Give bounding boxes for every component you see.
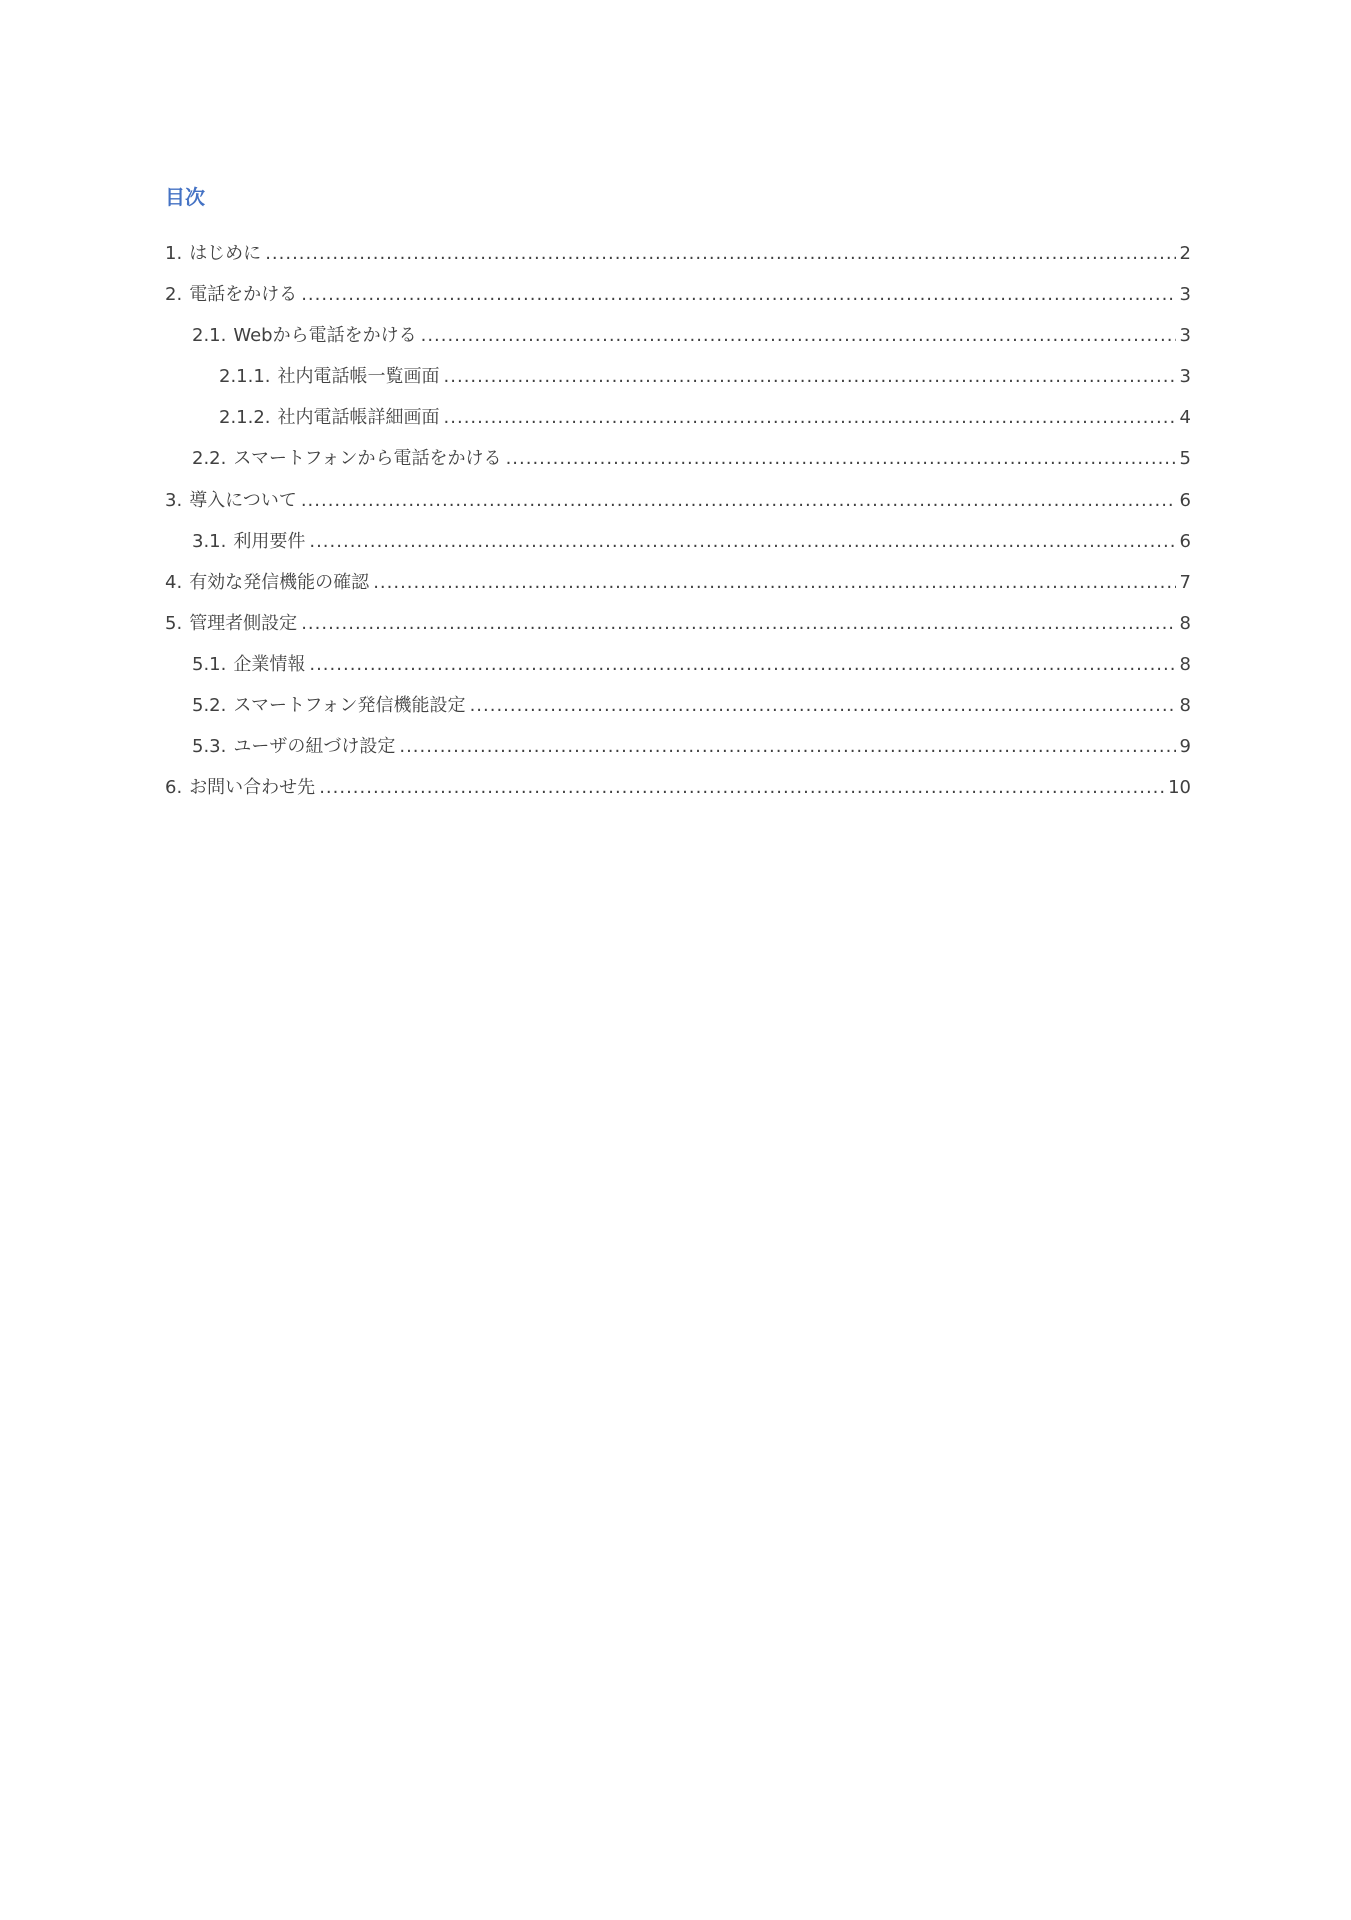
toc-dot-leader [399,733,1175,761]
toc-entry-title: スマートフォン発信機能設定 [233,695,466,717]
toc-page-number: 7 [1179,571,1191,593]
toc-dot-leader [373,569,1175,597]
toc-entry[interactable] [165,733,1191,774]
toc-entry-title: お問い合わせ先 [189,777,316,799]
toc-page-number: 8 [1179,612,1191,634]
toc-entry-label [165,281,297,309]
toc-entry-title: ユーザの紐づけ設定 [233,736,396,758]
toc-dot-leader [319,774,1164,802]
toc-entry-number: 2. [165,284,183,306]
toc-entry-number: 5.1. [192,653,227,675]
toc-entry-label [192,692,466,720]
toc-page-number: 3 [1179,284,1191,306]
toc-dot-leader [506,445,1176,473]
toc-page-number: 8 [1179,695,1191,717]
toc-entry-number: 2.2. [192,448,227,470]
toc-entry-title: はじめに [189,243,262,264]
toc-entry-title: 管理者側設定 [189,612,298,634]
toc-entry-label [165,569,369,597]
toc-entry-title: 企業情報 [233,653,306,675]
toc-entry-number: 6. [165,777,183,799]
toc-entry-label [192,528,305,556]
toc-entry-label [165,487,297,515]
toc-entry-number: 2.1.2. [219,407,271,429]
toc-entry-label [192,651,305,679]
toc-entry-title: 社内電話帳一覧画面 [277,366,440,388]
toc-entry[interactable] [165,569,1191,610]
toc-dot-leader [265,240,1175,268]
toc-entry[interactable] [165,528,1191,569]
toc-entry-title: 導入について [189,489,297,511]
toc-entry-label [165,610,297,638]
toc-entry-title: 電話をかける [189,284,298,306]
toc-entry-label [219,404,440,432]
toc-entry-number: 1. [165,243,183,264]
toc-dot-leader [309,651,1175,679]
toc-entry[interactable] [165,363,1191,404]
toc-entry-number: 5.2. [192,695,227,717]
toc-entry[interactable] [165,445,1191,486]
toc-entry[interactable] [165,692,1191,733]
toc-entry-label [219,363,440,391]
toc-entry-number: 5.3. [192,736,227,758]
toc-dot-leader [470,692,1176,720]
toc-entry-label [165,240,261,268]
toc-entry-number: 4. [165,571,183,593]
toc-page-number: 6 [1179,530,1191,552]
toc-page-number: 3 [1179,366,1191,388]
toc-dot-leader [301,487,1176,515]
toc-entry-number: 2.1.1. [219,366,271,388]
toc-entry-title: 有効な発信機能の確認 [189,571,370,593]
toc-entry[interactable] [165,322,1191,363]
toc-dot-leader [301,610,1175,638]
toc-entry[interactable] [165,240,1191,281]
toc-entry-label [165,774,315,802]
toc-entry-label [192,322,417,350]
toc-page-number: 4 [1179,407,1191,429]
toc-entry-title: 社内電話帳詳細画面 [277,407,440,429]
toc-page-number: 3 [1179,325,1191,347]
toc-heading: 目次 [165,185,205,209]
toc-entry[interactable] [165,774,1191,815]
toc-page-number: 5 [1179,448,1191,470]
toc-dot-leader [444,363,1176,391]
toc-list [165,240,1191,815]
toc-entry-title: スマートフォンから電話をかける [233,448,502,470]
toc-entry-number: 5. [165,612,183,634]
toc-entry[interactable] [165,404,1191,445]
toc-entry-label [192,445,502,473]
toc-entry[interactable] [165,610,1191,651]
toc-page-number: 8 [1179,653,1191,675]
toc-entry-number: 2.1. [192,325,227,347]
toc-dot-leader [301,281,1175,309]
toc-dot-leader [421,322,1176,350]
toc-entry-title: Webから電話をかける [233,325,417,347]
toc-entry[interactable] [165,651,1191,692]
toc-entry-label [192,733,395,761]
toc-page-number: 6 [1179,489,1191,511]
toc-entry-title: 利用要件 [233,530,306,552]
toc-page-number: 10 [1168,777,1191,799]
toc-entry-number: 3.1. [192,530,227,552]
toc-entry[interactable] [165,281,1191,322]
toc-page-number: 2 [1179,243,1191,264]
toc-entry[interactable] [165,487,1191,528]
toc-dot-leader [309,528,1175,556]
toc-dot-leader [444,404,1176,432]
toc-entry-number: 3. [165,489,183,511]
toc-page-number: 9 [1179,736,1191,758]
